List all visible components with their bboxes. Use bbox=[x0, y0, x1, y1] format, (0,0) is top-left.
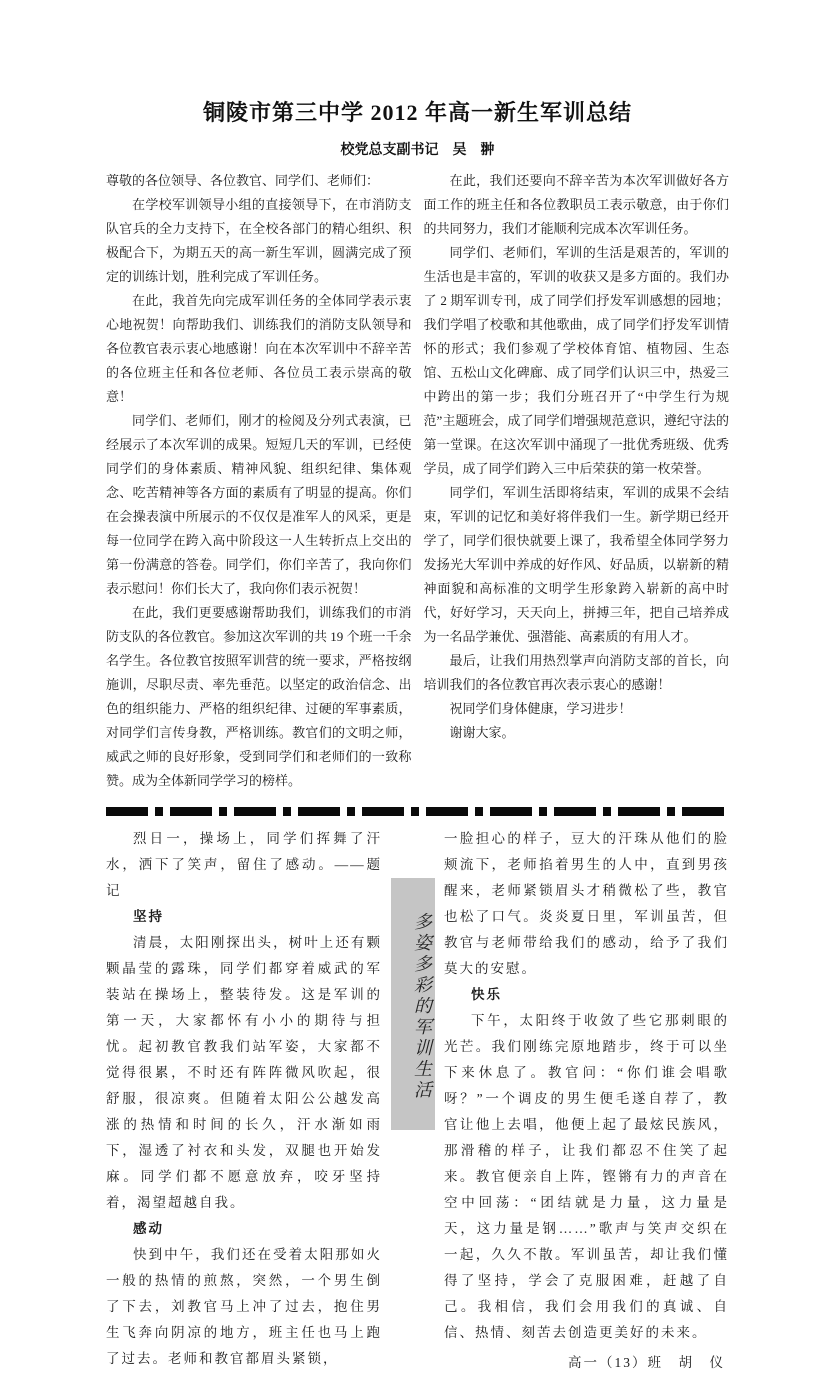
speech-paragraph: 同学们、老师们，刚才的检阅及分列式表演，已经展示了本次军训的成果。短短几天的军训，已经使同学们的身体素质、精神风貌、组织纪律、集体观念、吃苦精神等各方面的素质有了明显的提高。你们在会操表演中所展示的不仅仅是准军人的风采，更是每一位同学在跨入高中阶段这一人生转折点上交出的第一份满意的答卷。同学们，你们辛苦了，我向你们表示慰问！你们长大了，我向你们表示祝贺！ bbox=[106, 413, 412, 596]
essay-signature: 高一（13）班 胡 仪 bbox=[568, 1355, 725, 1370]
author-line: 校党总支副书记 吴 翀 bbox=[340, 143, 495, 158]
essay-gutter bbox=[382, 826, 444, 1376]
dash-dot-divider bbox=[106, 807, 729, 816]
essay-paragraph: 清晨，太阳刚探出头，树叶上还有颗颗晶莹的露珠，同学们都穿着威武的军装站在操场上，整装待发。这是军训的第一天，大家都怀有小小的期待与担忧。起初教官教我们站军姿，大家都不觉得很累，不时还有阵阵微风吹起，很舒服，很凉爽。但随着太阳公公越发高涨的热情和时间的长久，汗水渐如雨下，湿透了衬衣和头发，双腿也开始发麻。同学们都不愿意放弃，咬牙坚持着，渴望超越自我。 bbox=[106, 935, 382, 1210]
speech-right-column bbox=[424, 169, 730, 793]
salutation: 尊敬的各位领导、各位教官、同学们、老师们： bbox=[106, 173, 380, 188]
vertical-banner: 多姿多彩的军训生活 bbox=[391, 878, 435, 1130]
speech-left-column bbox=[106, 169, 412, 793]
essay-section bbox=[106, 826, 729, 1376]
speech-paragraph: 在此，我们还要向不辞辛苦为本次军训做好各方面工作的班主任和各位教职员工表示敬意，由于你们的共同努力，我们才能顺利完成本次军训任务。 bbox=[423, 173, 729, 236]
essay-right-column bbox=[444, 826, 729, 1376]
speech-paragraph: 同学们、老师们，军训的生活是艰苦的，军训的生活也是丰富的，军训的收获又是多方面的。我们办了 2 期军训专刊，成了同学们抒发军训感想的园地；我们学唱了校歌和其他歌曲，成了同学们抒发军训情怀的形式；我们参观了学校体育馆、植物园、生态馆、五松山文化碑廊、成了同学们认识三中，热爱三中跨出的第一步；我们分班召开了“中学生行为规范”主题班会，成了同学们增强规范意识，遵纪守法的第一堂课。在这次军训中涌现了一批优秀班级、优秀学员，成了同学们跨入三中后荣获的第一枚荣誉。 bbox=[423, 245, 729, 476]
essay-paragraph: 快到中午，我们还在受着太阳那如火一般的热情的煎熬，突然，一个男生倒了下去，刘教官马上冲了过去，抱住男生飞奔向阴凉的地方，班主任也马上跑了过去。老师和教官都眉头紧锁， bbox=[106, 1247, 382, 1366]
essay-heading-moved: 感动 bbox=[133, 1221, 164, 1236]
essay-heading-joy: 快乐 bbox=[471, 987, 502, 1002]
speech-wish-line: 祝同学们身体健康，学习进步！ bbox=[449, 701, 632, 716]
essay-paragraph: 下午，太阳终于收敛了些它那刺眼的光芒。我们刚练完原地踏步，终于可以坐下来休息了。教官问：“你们谁会唱歌呀？”一个调皮的男生便毛遂自荐了，教官让他上去唱，他便上起了最炫民族风，那滑稽的样子，让我们都忍不住笑了起来。教官便亲自上阵，铿锵有力的声音在空中回荡：“团结就是力量，这力量是天，这力量是钢……”歌声与笑声交织在一起，久久不散。军训虽苦，却让我们懂得了坚持，学会了克服困难，赶越了自己。我相信，我们会用我们的真诚、自信、热情、刻苦去创造更美好的未来。 bbox=[444, 1013, 729, 1340]
speech-paragraph: 在此，我首先向完成军训任务的全体同学表示衷心地祝贺！向帮助我们、训练我们的消防支队领导和各位教官表示衷心地感谢！向在本次军训中不辞辛苦的各位班主任和各位老师、各位员工表示崇高的敬意！ bbox=[106, 293, 412, 404]
speech-paragraph: 同学们，军训生活即将结束，军训的成果不会结束，军训的记忆和美好将伴我们一生。新学期已经开学了，同学们很快就要上课了，我希望全体同学努力发扬光大军训中养成的好作风、好品质，以崭新的精神面貌和高标准的文明学生形象跨入崭新的高中时代，好好学习，天天向上，拼搏三年，把自己培养成为一名品学兼优、强潜能、高素质的有用人才。 bbox=[423, 485, 729, 644]
speech-section bbox=[106, 169, 729, 793]
speech-paragraph: 在学校军训领导小组的直接领导下，在市消防支队官兵的全力支持下，在全校各部门的精心组织、积极配合下，为期五天的高一新生军训，圆满完成了预定的训练计划，胜利完成了军训任务。 bbox=[106, 197, 412, 284]
speech-paragraph: 最后，让我们用热烈掌声向消防支部的首长，向培训我们的各位教官再次表示衷心的感谢！ bbox=[423, 653, 729, 692]
essay-epigraph: 烈日一，操场上，同学们挥舞了汗水，洒下了笑声，留住了感动。——题记 bbox=[106, 831, 382, 898]
page-title: 铜陵市第三中学 2012 年高一新生军训总结 bbox=[202, 100, 632, 125]
essay-paragraph-continuation: 一脸担心的样子，豆大的汗珠从他们的脸颊流下，老师掐着男生的人中，直到男孩醒来，老师紧锁眉头才稍微松了些，教官也松了口气。炎炎夏日里，军训虽苦，但教官与老师带给我们的感动，给予了我们莫大的安慰。 bbox=[444, 831, 729, 976]
speech-closing-line: 谢谢大家。 bbox=[449, 725, 515, 740]
speech-paragraph: 在此，我们更要感谢帮助我们，训练我们的市消防支队的各位教官。参加这次军训的共 19 个班一千余名学生。各位教官按照军训营的统一要求，严格按纲施训，尽职尽责、率先垂范。以坚定的政治信念、出色的组织能力、严格的组织纪律、过硬的军事素质，对同学们言传身教，严格训练。教官们的文明之师，威武之师的良好形象，受到同学们和老师们的一致称赞。成为全体新同学学习的榜样。 bbox=[106, 605, 412, 788]
essay-left-column bbox=[106, 826, 382, 1376]
essay-heading-perseverance: 坚持 bbox=[133, 909, 164, 924]
